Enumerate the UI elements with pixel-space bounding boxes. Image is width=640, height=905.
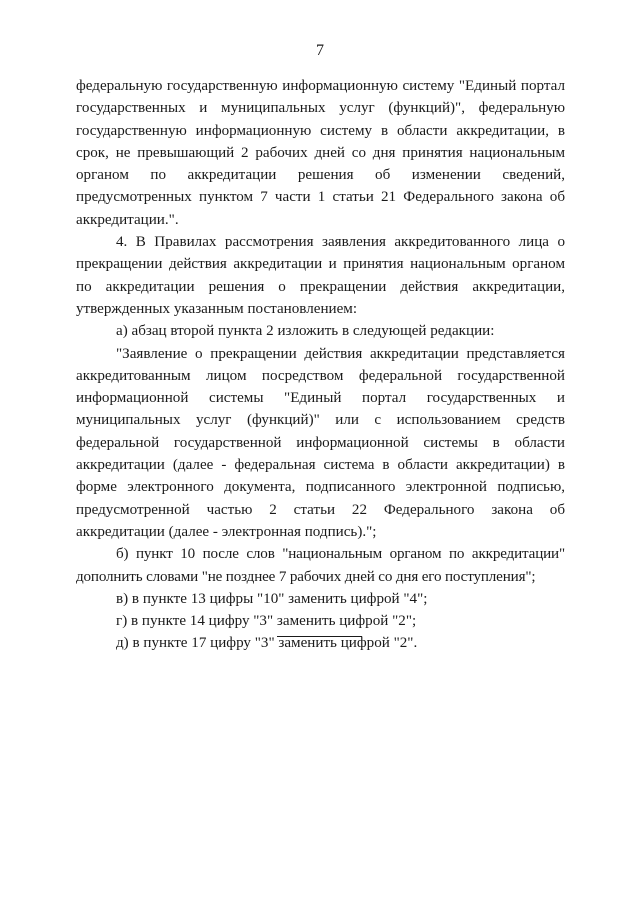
paragraph-continuation: федеральную государственную информационную систему "Единый портал государственных и муниципальных услуг (функций)", федеральную государственную информационную систему в области аккредитации, в срок, не превышающий 2 рабочих дней со дня принятия национальным органом по аккредитации решения об изменении сведений, предусмотренных пунктом 7 части 1 статьи 21 Федерального закона об аккредитации.". (76, 78, 565, 228)
paragraph-item-4: 4. В Правилах рассмотрения заявления аккредитованного лица о прекращении действия аккредитации и принятия национальным органом по аккредитации решения о прекращении действия аккредитации, утвержденных указанным постановлением: (76, 234, 565, 317)
paragraph-quoted-text: "Заявление о прекращении действия аккредитации представляется аккредитованным лицом посредством федеральной государственной информационной системы "Единый портал государственных и муниципальных услуг (функций)" или с использованием средств федеральной государственной информационной системы в области аккредитации (далее - федеральная система в области аккредитации) в форме электронного документа, подписанного электронной подписью, предусмотренной частью 2 статьи 22 Федерального закона об аккредитации (далее - электронная подпись)."; (76, 345, 565, 540)
paragraph-subitem-b: б) пункт 10 после слов "национальным органом по аккредитации" дополнить словами "не позднее 7 рабочих дней со дня его поступления"; (76, 546, 565, 585)
paragraph-subitem-v: в) в пункте 13 цифры "10" заменить цифрой "4"; (116, 590, 428, 607)
page-number: 7 (316, 42, 324, 59)
paragraph-subitem-a: а) абзац второй пункта 2 изложить в следующей редакции: (116, 323, 495, 340)
closing-divider (277, 636, 362, 637)
paragraph-subitem-g: г) в пункте 14 цифру "3" заменить цифрой "2"; (116, 613, 417, 630)
paragraph-subitem-d: д) в пункте 17 цифру "3" заменить цифрой "2". (116, 635, 418, 652)
document-body (76, 75, 565, 655)
